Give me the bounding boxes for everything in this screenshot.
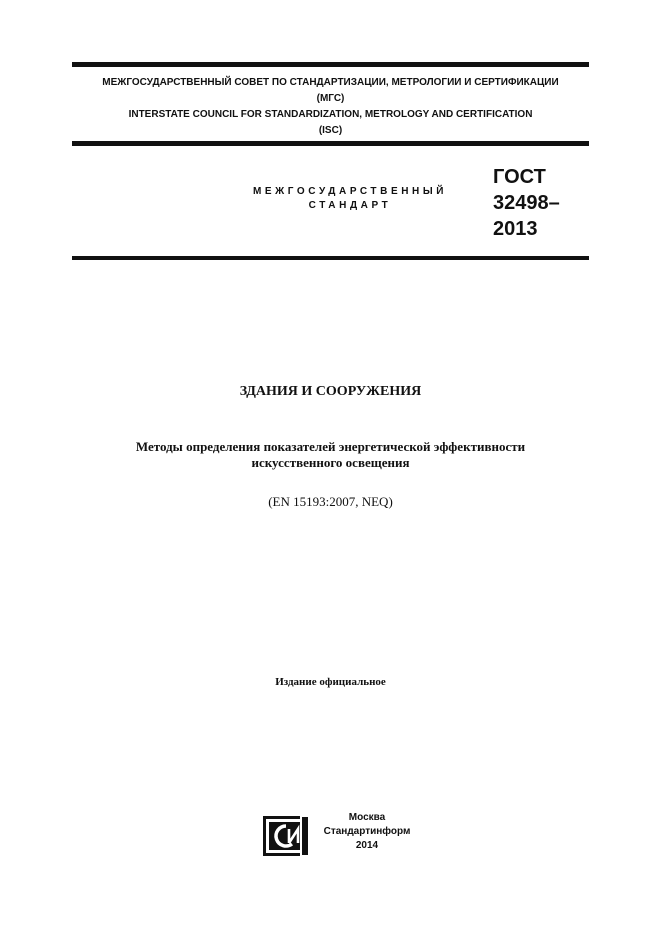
publisher-info xyxy=(312,811,422,853)
standartinform-logo-icon xyxy=(262,815,310,857)
document-subtitle-line1: Методы определения показателей энергетической эффективности xyxy=(135,439,526,454)
top-rule xyxy=(72,62,589,67)
standard-code-line3: 2013 xyxy=(493,218,538,240)
middle-rule xyxy=(72,141,589,146)
edition-note: Издание официальное xyxy=(275,676,386,688)
publisher-year: 2014 xyxy=(355,840,379,851)
standard-kind-line2: СТАНДАРТ xyxy=(308,200,392,211)
document-title: ЗДАНИЯ И СООРУЖЕНИЯ xyxy=(239,384,422,399)
council-abbr-ru: (МГС) xyxy=(316,93,345,104)
standard-kind xyxy=(225,185,475,213)
council-name-ru: МЕЖГОСУДАРСТВЕННЫЙ СОВЕТ ПО СТАНДАРТИЗАЦИИ, МЕТРОЛОГИИ И СЕРТИФИКАЦИИ xyxy=(102,77,559,88)
council-header xyxy=(72,75,589,139)
equivalence-reference: (EN 15193:2007, NEQ) xyxy=(268,494,393,509)
document-subtitle xyxy=(72,439,589,471)
standard-kind-line1: МЕЖГОСУДАРСТВЕННЫЙ xyxy=(252,186,448,197)
council-name-en: INTERSTATE COUNCIL FOR STANDARDIZATION, METROLOGY AND CERTIFICATION xyxy=(128,109,533,120)
document-subtitle-line2: искусственного освещения xyxy=(251,455,410,470)
standard-code-line1: ГОСТ xyxy=(493,166,546,188)
publisher-name: Стандартинформ xyxy=(323,826,411,837)
publisher-city: Москва xyxy=(348,812,386,823)
bottom-rule xyxy=(72,256,589,260)
standard-code-line2: 32498– xyxy=(493,192,560,214)
standard-code xyxy=(493,164,560,242)
council-abbr-en: (ISC) xyxy=(318,125,343,136)
